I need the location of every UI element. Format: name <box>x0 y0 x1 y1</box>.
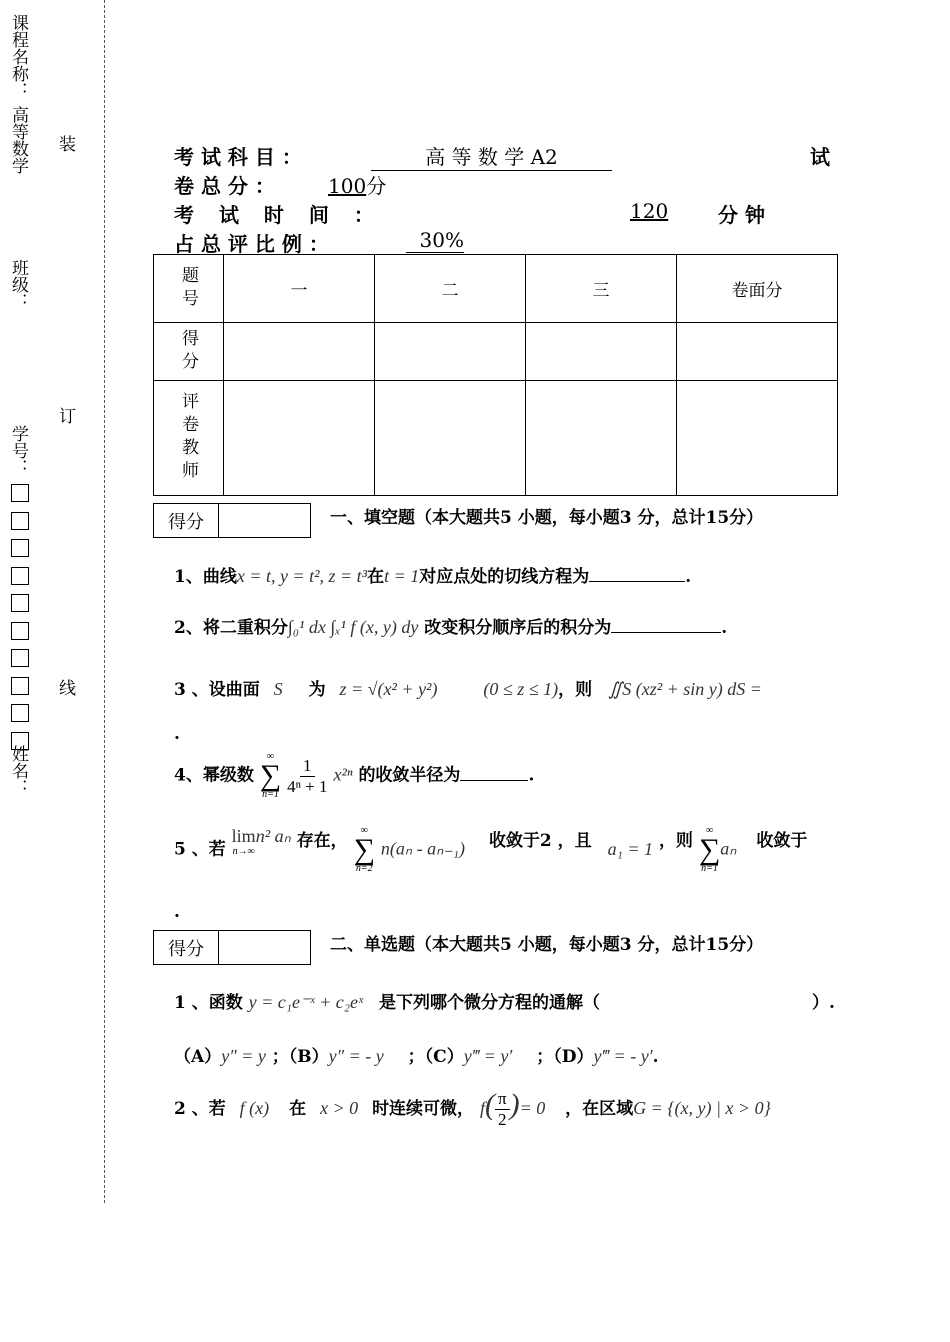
id-digit-box[interactable] <box>11 567 29 585</box>
score-cell[interactable] <box>526 323 677 381</box>
id-digit-box[interactable] <box>11 622 29 640</box>
ratio-label: 占 总 评 比 例 ： <box>174 232 329 256</box>
id-digit-box[interactable] <box>11 512 29 530</box>
q-text: 2、将二重积分 <box>174 618 288 638</box>
q-text: 在 <box>289 1099 307 1119</box>
score-cell[interactable] <box>677 323 838 381</box>
q-math: (0 ≤ z ≤ 1) <box>483 679 559 699</box>
id-digit-box[interactable] <box>11 704 29 722</box>
q-text: 为 <box>308 680 326 700</box>
exam-time-value <box>630 199 668 223</box>
q-math: x = t, y = t², z = t³ <box>236 566 368 586</box>
lim-sub: n→∞ <box>232 846 255 857</box>
q-text: . <box>652 1047 659 1067</box>
answer-blank[interactable] <box>611 632 721 633</box>
grader-cell[interactable] <box>677 381 838 496</box>
score-cell[interactable] <box>224 323 375 381</box>
option-label: ；（B） <box>271 1047 329 1067</box>
id-digit-box[interactable] <box>11 594 29 612</box>
q-text: ，则 <box>558 680 593 700</box>
col-head: 三 <box>526 255 677 323</box>
row-head-grader <box>154 381 224 496</box>
q-text: 改变积分顺序后的积分为 <box>424 618 612 638</box>
limit <box>232 826 256 857</box>
row-head-text: 题号 <box>178 265 198 312</box>
sum-bottom: n=1 <box>701 863 718 874</box>
q-math: ∬S (xz² + sin y) dS = <box>608 679 762 699</box>
name-label: 姓名： <box>8 745 28 796</box>
total-score-value: 100 <box>328 174 367 198</box>
sum-bottom: n=1 <box>262 789 279 800</box>
id-digit-box[interactable] <box>11 649 29 667</box>
row-head-text: 评卷教师 <box>178 392 198 484</box>
q-math: ∫₀¹ dx ∫ₓ¹ f (x, y) dy <box>287 617 419 637</box>
grader-cell[interactable] <box>224 381 375 496</box>
q-math: aₙ <box>720 838 737 859</box>
s1-question-3-end: . <box>174 724 180 744</box>
q-math: = 0 <box>519 1098 546 1118</box>
q-math: x > 0 <box>320 1098 359 1118</box>
q-text: ，则 <box>658 831 693 851</box>
option-label: ；（D） <box>536 1047 594 1067</box>
id-digit-box[interactable] <box>11 677 29 695</box>
class-label: 班级： <box>8 259 28 310</box>
binding-mark-ding: 订 <box>59 407 76 427</box>
option-b[interactable]: y″ = - y <box>328 1046 384 1066</box>
binding-line <box>104 0 105 1203</box>
q-text: 4、幂级数 <box>174 765 254 786</box>
q-math: G = {(x, y) | x > 0} <box>633 1098 771 1118</box>
student-id-label: 学号： <box>8 425 28 476</box>
row-head-text: 得分 <box>178 328 198 375</box>
section2-score-box[interactable] <box>153 930 311 965</box>
q-text: 在 <box>367 567 385 587</box>
s2-q1-close: ）. <box>812 993 835 1013</box>
q-math: t = 1 <box>384 566 420 586</box>
s1-question-4: 4、幂级数 ∞ ∑ n=1 $\frac{1}{\text{4ⁿ + 1}}$ x²ⁿ 的收敛半径为 . <box>174 751 535 800</box>
q-math: x²ⁿ <box>333 764 353 785</box>
col-head: 一 <box>224 255 375 323</box>
s2-question-1-options <box>174 1042 659 1067</box>
s1-question-3 <box>174 675 762 700</box>
total-score <box>328 170 386 199</box>
q-text: 3 、设曲面 <box>174 680 260 700</box>
denominator: 2 <box>498 1110 507 1129</box>
score-box-label: 得分 <box>154 504 219 537</box>
fraction <box>287 756 327 797</box>
q-math: f <box>479 1098 485 1118</box>
q-math: n² aₙ <box>255 826 291 846</box>
id-digit-box[interactable] <box>11 539 29 557</box>
fraction <box>495 1089 510 1130</box>
q-math: f (x) <box>239 1098 270 1118</box>
score-cell[interactable] <box>375 323 526 381</box>
s2-question-2: 2 、若 f (x) 在 x > 0 时连续可微， f( $\frac{\pi}{2}$ )= 0 ，在区域G = {(x, y) | x > 0} <box>174 1088 771 1129</box>
sum-symbol: ∞ ∑ n=1 <box>698 825 721 874</box>
s1-question-5 <box>174 826 807 874</box>
q-math: a₁ = 1 <box>607 838 654 859</box>
lim-word: lim <box>231 826 256 846</box>
answer-blank[interactable] <box>460 780 528 781</box>
answer-blank[interactable] <box>589 581 685 582</box>
option-d[interactable]: y‴ = - y′ <box>593 1046 653 1066</box>
total-score-unit: 分 <box>366 174 387 198</box>
option-a[interactable]: y″ = y <box>221 1046 266 1066</box>
grader-cell[interactable] <box>375 381 526 496</box>
student-id-boxes[interactable] <box>11 484 29 759</box>
q-math: z = √(x² + y²) <box>339 679 438 699</box>
binding-mark-zhuang: 装 <box>59 135 76 155</box>
subject-label: 考 试 科 目 ： <box>174 145 302 169</box>
q-math: S <box>273 679 283 699</box>
s1-question-5-end: . <box>174 902 180 922</box>
q-math: y = c₁e⁻ˣ + c₂eˣ <box>248 992 364 1012</box>
exam-time-label: 考 试 时 间 ： <box>174 203 374 227</box>
q-math: n(aₙ - aₙ₋₁) <box>380 838 466 859</box>
section1-title: 一、填空题（本大题共5 小题，每小题3 分，总计15分） <box>330 508 764 528</box>
q-text: 对应点处的切线方程为 <box>419 567 590 587</box>
row-head-question <box>154 255 224 323</box>
s2-question-1 <box>174 988 600 1013</box>
section2-title: 二、单选题（本大题共5 小题，每小题3 分，总计15分） <box>330 935 764 955</box>
sum-symbol: ∞ ∑ n=2 <box>353 825 375 874</box>
score-table <box>153 254 838 496</box>
q-text: 存在， <box>296 831 348 851</box>
q-text: 的收敛半径为 <box>358 765 461 786</box>
q-text: 5 、若 <box>174 839 226 860</box>
exam-time-unit: 分 钟 <box>718 203 765 227</box>
s1-question-1: 1、曲线x = t, y = t², z = t³在t = 1对应点处的切线方程为 . <box>174 566 692 587</box>
sum-symbol: ∞ ∑ n=1 <box>259 751 282 800</box>
col-head: 卷面分 <box>677 255 838 323</box>
q-text: 1 、函数 <box>174 993 243 1013</box>
grader-cell[interactable] <box>526 381 677 496</box>
q-text: 收敛于 <box>756 831 808 851</box>
total-label-part2: 卷 总 分 ： <box>174 174 275 198</box>
row-head-score <box>154 323 224 381</box>
id-digit-box[interactable] <box>11 484 29 502</box>
option-label: （A） <box>174 1047 222 1067</box>
option-c[interactable]: y‴ = y′ <box>463 1046 513 1066</box>
q-text: 收敛于2 ，且 <box>488 831 592 851</box>
total-label-part1: 试 <box>810 145 830 169</box>
q-text: 1、曲线 <box>174 567 237 587</box>
ratio-value: 30% <box>406 228 464 253</box>
q-text: 是下列哪个微分方程的通解（ <box>379 993 601 1013</box>
binding-mark-xian: 线 <box>59 679 76 699</box>
col-head: 二 <box>375 255 526 323</box>
option-label: ；（C） <box>407 1047 464 1067</box>
time-value: 120 <box>630 199 669 223</box>
q-text: 时连续可微， <box>372 1099 475 1119</box>
q-text: 2 、若 <box>174 1099 226 1119</box>
section1-score-box[interactable] <box>153 503 311 538</box>
numerator: 1 <box>300 756 315 777</box>
course-name-value: 高等数学 <box>8 106 28 174</box>
sum-bottom: n=2 <box>355 863 373 874</box>
sum-top: ∞ <box>266 751 275 762</box>
subject-value: 高 等 数 学 A2 <box>371 141 612 171</box>
course-name-label: 课程名称： <box>8 14 28 99</box>
s1-question-2: 2、将二重积分∫₀¹ dx ∫ₓ¹ f (x, y) dy 改变积分顺序后的积分为 . <box>174 617 728 638</box>
numerator: π <box>495 1089 510 1110</box>
q-text: ，在区域 <box>565 1099 634 1119</box>
denominator: 4ⁿ + 1 <box>287 776 328 796</box>
score-box-label: 得分 <box>154 931 219 964</box>
